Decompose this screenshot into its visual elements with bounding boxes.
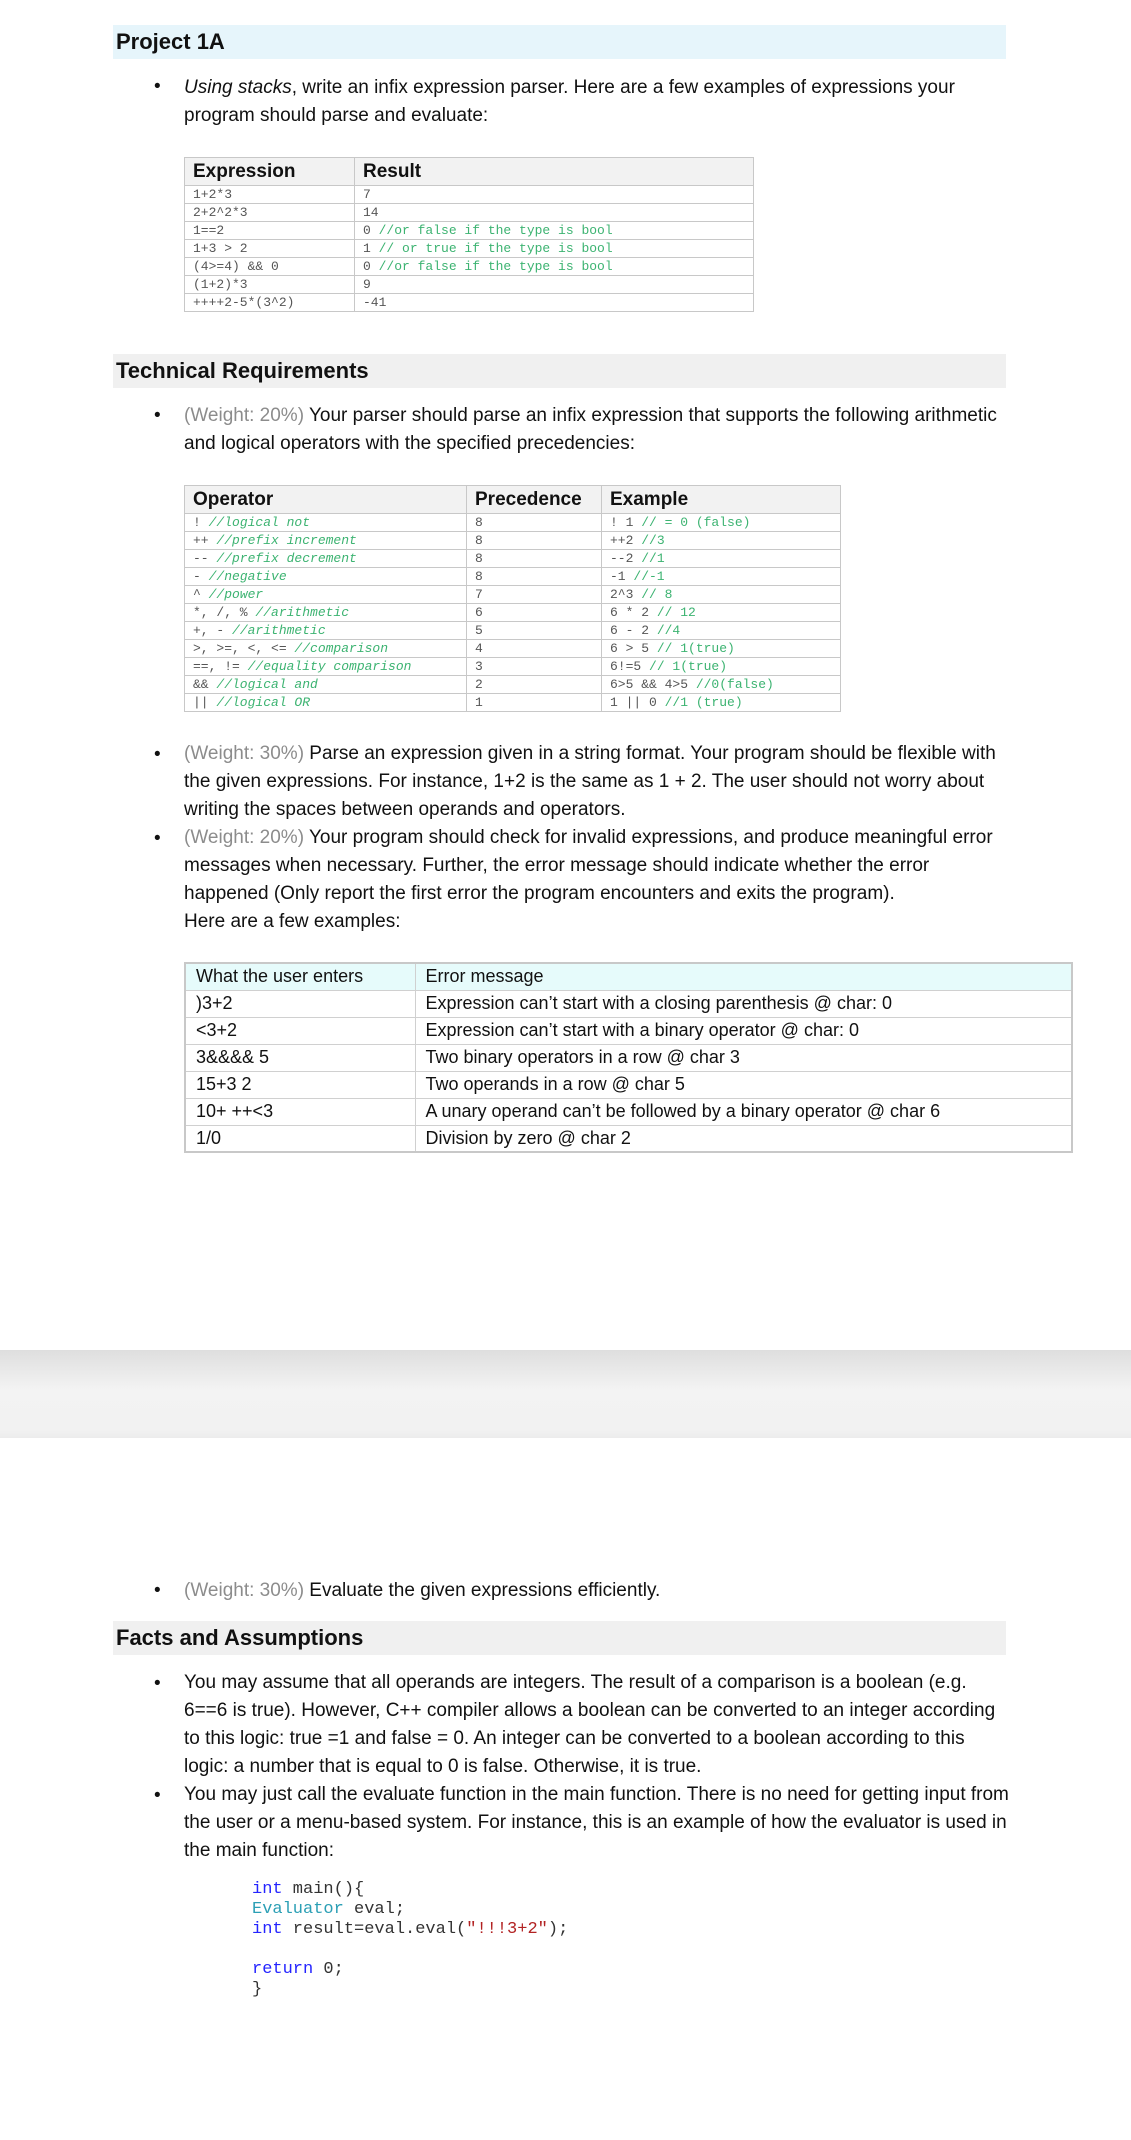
input-cell: <3+2 <box>185 1017 415 1044</box>
result-value: 1 <box>363 241 379 256</box>
section-header-facts: Facts and Assumptions <box>113 1621 1006 1655</box>
operator-comment: //arithmetic <box>232 623 326 638</box>
precedence-cell: 8 <box>467 532 602 550</box>
result-value: 7 <box>363 187 371 202</box>
bullet: • <box>154 828 161 849</box>
precedence-cell: 8 <box>467 514 602 532</box>
example-cell <box>602 676 841 694</box>
input-cell: 1/0 <box>185 1125 415 1152</box>
expression-cell: 2+2^2*3 <box>185 204 355 222</box>
input-cell: 10+ ++<3 <box>185 1098 415 1125</box>
example-comment: // 1(true) <box>656 641 735 656</box>
input-cell: 3&&&& 5 <box>185 1044 415 1071</box>
expression-cell: ++++2-5*(3^2) <box>185 294 355 312</box>
col-header: Precedence <box>467 486 602 514</box>
code-example <box>252 1880 568 2000</box>
result-cell <box>355 276 754 294</box>
precedence-cell: 1 <box>467 694 602 712</box>
requirement-errors <box>184 824 1014 936</box>
precedence-cell: 4 <box>467 640 602 658</box>
operator-comment: //logical OR <box>216 695 311 710</box>
table-row <box>185 240 754 258</box>
example-cell <box>602 694 841 712</box>
operator-symbol: - <box>193 569 209 584</box>
result-value: 9 <box>363 277 371 292</box>
table-row <box>185 550 841 568</box>
operator-symbol: ^ <box>193 587 209 602</box>
table-row <box>185 1098 1072 1125</box>
table-row <box>185 658 841 676</box>
errors-table <box>184 962 1073 1153</box>
code-type: Evaluator <box>252 1900 344 1919</box>
example-cell <box>602 568 841 586</box>
table-row <box>185 276 754 294</box>
bullet: • <box>154 1785 161 1806</box>
operator-cell <box>185 676 467 694</box>
operator-comment: //logical and <box>216 677 318 692</box>
expression-cell: 1+3 > 2 <box>185 240 355 258</box>
operator-comment: //negative <box>208 569 287 584</box>
requirement-text: Your program should check for invalid expressions, and produce meaningful error messages when necessary. Further, the error message should indicate whether the error happened (Only report the first error the program encounters and exits the program). <box>184 827 993 904</box>
page-break-band <box>0 1350 1131 1438</box>
intro-emphasis: Using stacks <box>184 77 292 98</box>
operator-cell <box>185 550 467 568</box>
operator-comment: //logical not <box>208 515 311 530</box>
table-row <box>185 676 841 694</box>
example-expr: 6 * 2 <box>610 605 657 620</box>
operator-cell <box>185 622 467 640</box>
weight-label: (Weight: 20%) <box>184 405 305 426</box>
example-comment: //4 <box>656 623 681 638</box>
example-cell <box>602 604 841 622</box>
code-keyword: int <box>252 1920 283 1939</box>
col-header: Example <box>602 486 841 514</box>
example-expr: 6>5 && 4>5 <box>610 677 696 692</box>
bullet: • <box>154 76 161 97</box>
table-row <box>185 1044 1072 1071</box>
bullet: • <box>154 1580 161 1601</box>
requirement-text: Parse an expression given in a string format. Your program should be flexible with the given expressions. For instance, 1+2 is the same as 1 + 2. The user should not worry about writing the spaces between operands and operators. <box>184 743 996 820</box>
expression-cell: 1+2*3 <box>185 186 355 204</box>
example-expr: ++2 <box>610 533 642 548</box>
code-text: 0; <box>313 1960 344 1979</box>
code-keyword: return <box>252 1960 314 1979</box>
requirement-parse <box>184 740 1014 824</box>
table-row <box>185 1071 1072 1098</box>
result-value: -41 <box>363 295 387 310</box>
input-cell: )3+2 <box>185 990 415 1017</box>
code-text: } <box>252 1980 263 1999</box>
col-header: Expression <box>185 158 355 186</box>
error-message-cell: Division by zero @ char 2 <box>415 1125 1072 1152</box>
table-row <box>185 622 841 640</box>
bullet: • <box>154 1673 161 1694</box>
fact-integers: You may assume that all operands are integers. The result of a comparison is a boolean (e.g. 6==6 is true). However, C++ compiler allows a boolean can be converted to an integer according to this logic: true =1 and false = 0. An integer can be converted to a boolean according to this logic: a number that is equal to 0 is false. Otherwise, it is true. <box>184 1672 996 1777</box>
table-row <box>185 586 841 604</box>
expression-cell: 1==2 <box>185 222 355 240</box>
requirement-text: Your parser should parse an infix expression that supports the following arithmetic and logical operators with the specified precedencies: <box>184 405 997 454</box>
requirement-operators <box>184 402 1014 458</box>
operator-symbol: -- <box>193 551 217 566</box>
error-message-cell: Two operands in a row @ char 5 <box>415 1071 1072 1098</box>
example-expr: 1 || 0 <box>610 695 665 710</box>
error-message-cell: Two binary operators in a row @ char 3 <box>415 1044 1072 1071</box>
result-cell <box>355 222 754 240</box>
operator-comment: //prefix decrement <box>216 551 357 566</box>
section-header-technical: Technical Requirements <box>113 354 1006 388</box>
table-row <box>185 258 754 276</box>
example-cell <box>602 622 841 640</box>
table-row <box>185 568 841 586</box>
example-expr: 6 - 2 <box>610 623 657 638</box>
precedence-cell: 5 <box>467 622 602 640</box>
example-cell <box>602 532 841 550</box>
table-row <box>185 532 841 550</box>
operator-symbol: || <box>193 695 217 710</box>
error-message-cell: Expression can’t start with a binary operator @ char: 0 <box>415 1017 1072 1044</box>
col-header: Error message <box>415 963 1072 990</box>
example-comment: //-1 <box>633 569 665 584</box>
col-header: Operator <box>185 486 467 514</box>
table-row <box>185 640 841 658</box>
operator-cell <box>185 514 467 532</box>
result-cell <box>355 240 754 258</box>
example-comment: //0(false) <box>695 677 774 692</box>
example-expr: 6 > 5 <box>610 641 657 656</box>
operator-comment: //power <box>208 587 264 602</box>
precedence-cell: 3 <box>467 658 602 676</box>
precedence-cell: 8 <box>467 550 602 568</box>
requirement-text: Here are a few examples: <box>184 911 401 932</box>
operator-symbol: && <box>193 677 217 692</box>
example-comment: //1 (true) <box>664 695 743 710</box>
example-comment: //3 <box>641 533 665 548</box>
table-row <box>185 604 841 622</box>
operator-cell <box>185 568 467 586</box>
error-message-cell: A unary operand can’t be followed by a binary operator @ char 6 <box>415 1098 1072 1125</box>
intro-text: , write an infix expression parser. Here are a few examples of expressions your program should parse and evaluate: <box>184 77 955 126</box>
operator-cell <box>185 640 467 658</box>
examples-table <box>184 157 754 312</box>
result-cell <box>355 186 754 204</box>
example-expr: 6!=5 <box>610 659 650 674</box>
operator-comment: //prefix increment <box>216 533 357 548</box>
example-comment: // = 0 (false) <box>641 515 751 530</box>
code-text: result=eval.eval( <box>282 1920 467 1939</box>
result-cell <box>355 294 754 312</box>
operator-comment: //arithmetic <box>255 605 350 620</box>
example-cell <box>602 640 841 658</box>
col-header: What the user enters <box>185 963 415 990</box>
table-row <box>185 694 841 712</box>
example-cell <box>602 658 841 676</box>
fact-main: You may just call the evaluate function in the main function. There is no need for getting input from the user or a menu-based system. For instance, this is an example of how the evaluator is used in the main function: <box>184 1784 1009 1861</box>
weight-label: (Weight: 30%) <box>184 1580 305 1601</box>
table-row <box>185 990 1072 1017</box>
operator-cell <box>185 586 467 604</box>
code-text: main(){ <box>282 1880 365 1899</box>
input-cell: 15+3 2 <box>185 1071 415 1098</box>
code-string: "!!!3+2" <box>466 1920 548 1939</box>
result-cell <box>355 204 754 222</box>
table-row <box>185 514 841 532</box>
example-cell <box>602 550 841 568</box>
operator-cell <box>185 694 467 712</box>
result-value: 0 <box>363 259 379 274</box>
operator-symbol: ! <box>193 515 209 530</box>
table-row <box>185 204 754 222</box>
result-comment: // or true if the type is bool <box>378 241 613 256</box>
expression-cell: (1+2)*3 <box>185 276 355 294</box>
example-expr: --2 <box>610 551 642 566</box>
example-expr: ! 1 <box>610 515 642 530</box>
bullet: • <box>154 405 161 426</box>
code-keyword: int <box>252 1880 283 1899</box>
operator-symbol: >, >=, <, <= <box>193 641 295 656</box>
example-comment: //1 <box>641 551 665 566</box>
table-row <box>185 294 754 312</box>
section-header-project: Project 1A <box>113 25 1006 59</box>
result-comment: //or false if the type is bool <box>378 223 613 238</box>
operator-cell <box>185 532 467 550</box>
operator-comment: //comparison <box>294 641 389 656</box>
expression-cell: (4>=4) && 0 <box>185 258 355 276</box>
precedence-cell: 6 <box>467 604 602 622</box>
intro-paragraph <box>184 74 1014 130</box>
precedence-cell: 7 <box>467 586 602 604</box>
example-comment: // 8 <box>641 587 673 602</box>
example-cell <box>602 586 841 604</box>
operator-cell <box>185 658 467 676</box>
requirement-text: Evaluate the given expressions efficiently. <box>304 1580 661 1601</box>
table-row <box>185 1125 1072 1152</box>
bullet: • <box>154 744 161 765</box>
operators-table <box>184 485 841 712</box>
example-expr: -1 <box>610 569 634 584</box>
operator-symbol: +, - <box>193 623 233 638</box>
error-message-cell: Expression can’t start with a closing parenthesis @ char: 0 <box>415 990 1072 1017</box>
operator-symbol: ==, != <box>193 659 248 674</box>
operator-comment: //equality comparison <box>247 659 412 674</box>
code-text: ); <box>547 1920 569 1939</box>
col-header: Result <box>355 158 754 186</box>
example-comment: // 12 <box>656 605 696 620</box>
example-comment: // 1(true) <box>649 659 728 674</box>
table-row <box>185 186 754 204</box>
precedence-cell: 8 <box>467 568 602 586</box>
result-value: 14 <box>363 205 379 220</box>
weight-label: (Weight: 30%) <box>184 743 305 764</box>
weight-label: (Weight: 20%) <box>184 827 305 848</box>
result-value: 0 <box>363 223 379 238</box>
operator-cell <box>185 604 467 622</box>
precedence-cell: 2 <box>467 676 602 694</box>
operator-symbol: *, /, % <box>193 605 256 620</box>
result-comment: //or false if the type is bool <box>378 259 613 274</box>
requirement-evaluate <box>184 1577 1014 1605</box>
table-row <box>185 1017 1072 1044</box>
example-cell <box>602 514 841 532</box>
code-text: eval; <box>343 1900 406 1919</box>
table-row <box>185 222 754 240</box>
example-expr: 2^3 <box>610 587 642 602</box>
result-cell <box>355 258 754 276</box>
operator-symbol: ++ <box>193 533 217 548</box>
